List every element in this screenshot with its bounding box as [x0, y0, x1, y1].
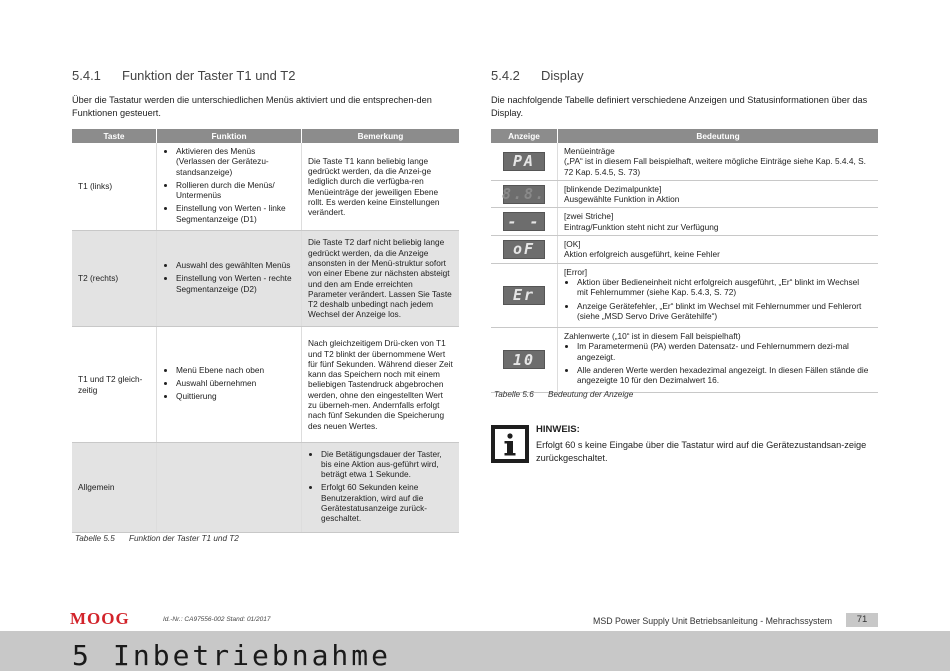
cell-bemerkung: Die Taste T1 kann beliebig lange gedrückt werden, da die Anzei-ge lediglich durch die verfügba-ren Menüeinträge der jeweiligen Ebene rollt. Es werden keine Einstellungen verändert. [302, 143, 460, 231]
line: [blinkende Dezimalpunkte] [564, 183, 662, 194]
display-cell [491, 143, 558, 180]
col-header-bemerkung: Bemerkung [302, 129, 460, 143]
doc-id: Id.-Nr.: CA97556-002 Stand: 01/2017 [163, 616, 271, 623]
section-heading-541 [72, 68, 295, 83]
list-item: • Menü Ebene nach oben [176, 365, 295, 375]
list-item: • Auswahl übernehmen [176, 378, 295, 388]
line: Menüeinträge [564, 146, 615, 156]
col-header-funktion: Funktion [157, 129, 302, 143]
segment-display [503, 286, 545, 305]
table-row [491, 236, 878, 264]
line: Aktion erfolgreich ausgeführt, keine Fehler [564, 249, 720, 260]
table-row [72, 327, 459, 443]
line: [OK] [564, 239, 581, 250]
chapter-number: 5 [72, 639, 92, 672]
info-icon [491, 425, 529, 463]
list-item: • Einstellung von Werten - rechte Segmentanzeige (D2) [176, 273, 295, 294]
cell-bemerkung: Nach gleichzeitigem Drü-cken von T1 und T2 blinkt der übernommene Wert für fünf Sekunden. Während dieser Zeit kann das Speichern noch mit einem beliebigen Tastendruck abgebrochen werden, ohne den eingestellten Wert zu überneh-men. Andernfalls erfolgt nach fünf Sekunden die Speicherung des neuen Wertes. [302, 327, 460, 443]
list-item: • Aktion über Bedieneinheit nicht erfolgreich ausgeführt, „Er“ blinkt im Wechsel mit Fehlernummer (siehe Kap. 5.4.3, S. 72) [577, 277, 872, 298]
cell-bedeutung [558, 180, 879, 208]
line: („PA“ ist in diesem Fall beispielhaft, weitere mögliche Einträge siehe Kap. 5.4.4, S. 72 Kap. 5.4.5, S. 73) [564, 156, 866, 177]
cell-funktion [157, 143, 302, 231]
cell-bemerkung: Die Taste T2 darf nicht beliebig lange gedrückt werden, da die Anzeige ansonsten in der Menü-struktur sofort von einer Ebene zur nächsten absteigt und den am Ende erreichten Parameter verändert. Lassen Sie Taste T2 deshalb unbedingt nach jedem Wechsel der Anzeige los. [302, 231, 460, 327]
cell-bemerkung [302, 443, 460, 533]
cell-taste: T1 und T2 gleich-zeitig [72, 327, 157, 443]
segment-display [503, 152, 545, 171]
cell-funktion [157, 443, 302, 533]
table-row [72, 443, 459, 533]
table-caption-55 [75, 534, 239, 543]
caption-text: Bedeutung der Anzeige [548, 390, 634, 399]
cell-bedeutung [558, 263, 879, 327]
table-row [491, 263, 878, 327]
line: [zwei Striche] [564, 211, 614, 222]
display-cell [491, 236, 558, 264]
page-number: 71 [846, 613, 878, 627]
col-header-anzeige: Anzeige [491, 129, 558, 143]
caption-number: Tabelle 5.6 [494, 390, 534, 399]
table-row [491, 328, 878, 392]
display-text: - - [507, 212, 541, 231]
caption-text: Funktion der Taster T1 und T2 [129, 534, 239, 543]
segment-display [503, 350, 545, 369]
chapter-title: Inbetriebnahme [113, 639, 392, 672]
display-table [491, 129, 878, 393]
list-item: • Alle anderen Werte werden hexadezimal angezeigt. In diesen Fällen stände die angezeigte 10 für den Dezimalwert 16. [577, 365, 872, 386]
taster-table [72, 129, 459, 533]
segment-display [503, 212, 545, 231]
section-heading-542 [491, 68, 584, 83]
intro-text: Die nachfolgende Tabelle definiert verschiedene Anzeigen und Statusinformationen über das Display. [491, 95, 868, 118]
list-item: • Einstellung von Werten - linke Segmentanzeige (D1) [176, 203, 295, 224]
table-caption-56 [494, 390, 633, 399]
display-text: Er [512, 286, 536, 305]
cell-funktion [157, 327, 302, 443]
hinweis-text: Erfolgt 60 s keine Eingabe über die Tastatur wird auf die Gerätezustandsan-zeige zurückgeschaltet. [536, 440, 867, 463]
list-item: • Quittierung [176, 391, 295, 401]
display-cell [491, 180, 558, 208]
segment-display [503, 240, 545, 259]
caption-number: Tabelle 5.5 [75, 534, 115, 543]
table-row [72, 143, 459, 231]
line: Zahlenwerte („10“ ist in diesem Fall beispielhaft) [564, 331, 741, 342]
line: Eintrag/Funktion steht nicht zur Verfügung [564, 221, 719, 232]
table-row [491, 180, 878, 208]
list-item: • Rollieren durch die Menüs/ Untermenüs [176, 180, 295, 201]
table-row [491, 208, 878, 236]
cell-funktion [157, 231, 302, 327]
segment-display [503, 185, 545, 204]
section-number: 5.4.2 [491, 68, 520, 83]
list-item: • Im Parametermenü (PA) werden Datensatz- und Fehlernummern dezi-mal angezeigt. [577, 341, 872, 362]
display-text: PA [512, 152, 536, 171]
section-title: Display [541, 68, 584, 83]
section-title: Funktion der Taster T1 und T2 [122, 68, 296, 83]
line: Ausgewählte Funktion in Aktion [564, 194, 680, 205]
cell-bedeutung [558, 143, 879, 180]
doc-title: MSD Power Supply Unit Betriebsanleitung - Mehrachssystem [593, 616, 833, 626]
table-row [491, 143, 878, 180]
list-item: • Die Betätigungsdauer der Taster, bis eine Aktion aus-geführt wird, beträgt etwa 1 Sekunde. [321, 449, 453, 480]
list-item: • Erfolgt 60 Sekunden keine Benutzeraktion, wird auf die Gerätestatusanzeige zurück-geschaltet. [321, 482, 453, 523]
display-text: oF [512, 240, 536, 259]
section-number: 5.4.1 [72, 68, 101, 83]
hinweis-title: HINWEIS: [536, 424, 580, 435]
col-header-taste: Taste [72, 129, 157, 143]
cell-bedeutung [558, 236, 879, 264]
cell-taste: Allgemein [72, 443, 157, 533]
cell-taste: T1 (links) [72, 143, 157, 231]
display-text: 10 [512, 350, 536, 369]
col-header-bedeutung: Bedeutung [558, 129, 879, 143]
cell-taste: T2 (rechts) [72, 231, 157, 327]
list-item: • Anzeige Gerätefehler, „Er“ blinkt im Wechsel mit Fehlernummer und Fehlerort (siehe „MSD Servo Drive Gerätehilfe“) [577, 301, 872, 322]
display-text: 8.8. [501, 185, 547, 204]
display-cell [491, 328, 558, 392]
cell-bedeutung [558, 328, 879, 392]
display-cell [491, 208, 558, 236]
cell-bedeutung [558, 208, 879, 236]
intro-text: Über die Tastatur werden die unterschiedlichen Menüs aktiviert und die entsprechen-den Funktionen gesteuert. [72, 95, 432, 118]
list-item: • Auswahl des gewählten Menüs [176, 260, 295, 270]
list-item: • Aktivieren des Menüs (Verlassen der Gerätezu-standsanzeige) [176, 146, 295, 177]
display-cell [491, 263, 558, 327]
line: [Error] [564, 266, 588, 277]
table-row [72, 231, 459, 327]
chapter-bar [0, 631, 950, 671]
moog-logo: MOOG [70, 609, 130, 628]
